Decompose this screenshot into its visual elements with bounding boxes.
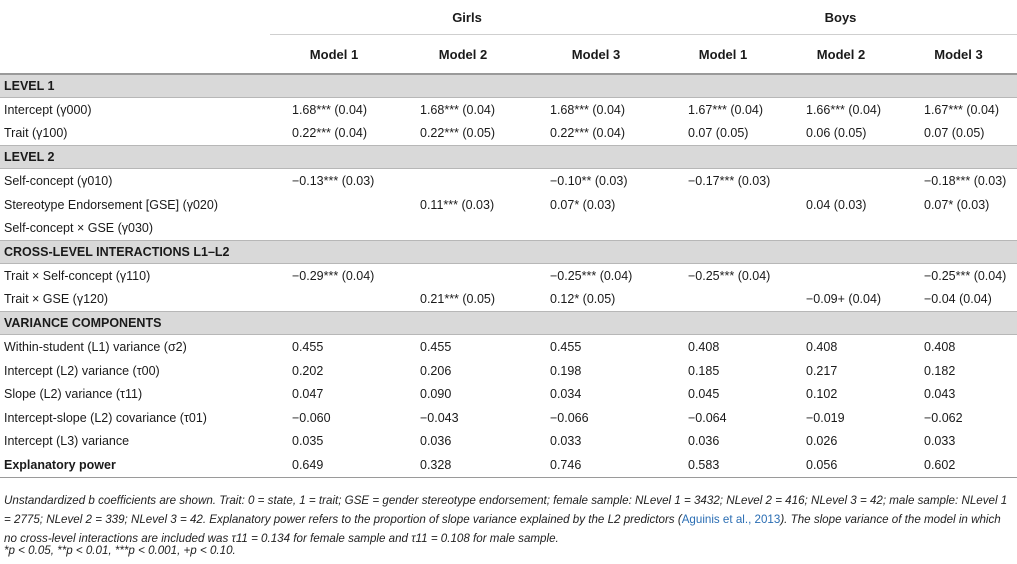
table-cell: 1.68*** (0.04) bbox=[292, 102, 368, 117]
table-cell bbox=[398, 263, 528, 287]
note-text-b: ). The slope variance of the model in which no cross-level interactions are included was τ11 = 0.134 for female sample and τ11 = 0.108 for male sample. bbox=[4, 513, 1001, 545]
table-cell: 0.202 bbox=[292, 363, 324, 378]
table-cell: −0.043 bbox=[420, 410, 459, 425]
table-cell: 1.66*** (0.04) bbox=[806, 102, 882, 117]
table-cell: −0.25*** (0.04) bbox=[688, 268, 771, 283]
table-cell bbox=[782, 263, 900, 287]
table-cell: 0.22*** (0.05) bbox=[420, 126, 496, 141]
table-cell: 0.034 bbox=[550, 387, 582, 402]
table-cell: 0.328 bbox=[398, 453, 528, 478]
model-header: Model 1 bbox=[664, 35, 782, 75]
table-cell bbox=[270, 193, 398, 217]
group-boys: Boys bbox=[664, 0, 1017, 35]
model-header: Model 1 bbox=[270, 35, 398, 75]
table-cell: 0.649 bbox=[270, 453, 398, 478]
table-row bbox=[0, 453, 1017, 478]
model-header: Model 3 bbox=[528, 35, 664, 75]
table-row bbox=[0, 263, 1017, 287]
table-cell: 0.07* (0.03) bbox=[924, 197, 990, 212]
table-cell bbox=[398, 216, 528, 240]
table-cell bbox=[782, 169, 900, 193]
row-label: Trait × Self-concept (γ110) bbox=[4, 268, 151, 283]
table-cell: 0.090 bbox=[420, 387, 452, 402]
row-label: Intercept (γ000) bbox=[4, 102, 92, 117]
table-cell: 0.045 bbox=[688, 387, 720, 402]
table-cell: −0.09+ (0.04) bbox=[806, 292, 882, 307]
table-cell: −0.29*** (0.04) bbox=[292, 268, 375, 283]
row-label: Within-student (L1) variance (σ2) bbox=[4, 339, 187, 354]
table-cell: −0.17*** (0.03) bbox=[688, 173, 771, 188]
table-note bbox=[4, 491, 1014, 548]
table-cell bbox=[664, 288, 782, 312]
row-label: Trait (γ100) bbox=[4, 126, 68, 141]
table-row bbox=[0, 406, 1017, 430]
table-cell bbox=[782, 216, 900, 240]
table-cell: 1.68*** (0.04) bbox=[420, 102, 496, 117]
table-cell: 0.185 bbox=[688, 363, 720, 378]
table-cell: 0.033 bbox=[924, 434, 956, 449]
table-cell: 0.07 (0.05) bbox=[688, 126, 749, 141]
table-cell: 1.68*** (0.04) bbox=[550, 102, 626, 117]
table-cell: 0.455 bbox=[292, 339, 324, 354]
table-row bbox=[0, 122, 1017, 146]
section-cross-level: CROSS-LEVEL INTERACTIONS L1–L2 bbox=[0, 240, 1017, 263]
table-cell: 0.036 bbox=[420, 434, 452, 449]
table-cell: 0.043 bbox=[924, 387, 956, 402]
table-cell bbox=[270, 288, 398, 312]
table-cell bbox=[664, 216, 782, 240]
table-cell: 0.056 bbox=[782, 453, 900, 478]
table-row bbox=[0, 335, 1017, 359]
table-cell: 0.102 bbox=[806, 387, 838, 402]
table-cell: 0.047 bbox=[292, 387, 324, 402]
table-cell: 0.198 bbox=[550, 363, 582, 378]
citation-link[interactable]: Aguinis et al., 2013 bbox=[681, 513, 781, 526]
table-row bbox=[0, 288, 1017, 312]
table-cell: 0.07 (0.05) bbox=[924, 126, 985, 141]
table-cell: −0.04 (0.04) bbox=[924, 292, 992, 307]
row-label: Slope (L2) variance (τ11) bbox=[4, 387, 143, 402]
table-row bbox=[0, 193, 1017, 217]
table-cell: −0.25*** (0.04) bbox=[924, 268, 1007, 283]
table-cell: 0.033 bbox=[550, 434, 582, 449]
table-cell: 1.67*** (0.04) bbox=[688, 102, 764, 117]
table-cell: 0.206 bbox=[420, 363, 452, 378]
table-row bbox=[0, 216, 1017, 240]
table-cell: 0.182 bbox=[924, 363, 956, 378]
table-cell: 0.408 bbox=[688, 339, 720, 354]
table-cell: 0.04 (0.03) bbox=[806, 197, 867, 212]
row-label: Intercept (L3) variance bbox=[4, 434, 130, 449]
group-header-row bbox=[0, 0, 1017, 35]
table-cell: −0.18*** (0.03) bbox=[924, 173, 1007, 188]
table-cell bbox=[664, 193, 782, 217]
model-header: Model 3 bbox=[900, 35, 1017, 75]
table-cell bbox=[900, 216, 1017, 240]
section-level1: LEVEL 1 bbox=[0, 74, 1017, 98]
table-cell bbox=[398, 169, 528, 193]
table-cell: 0.746 bbox=[528, 453, 664, 478]
table-cell: 0.06 (0.05) bbox=[806, 126, 867, 141]
table-row bbox=[0, 359, 1017, 383]
row-label: Self-concept × GSE (γ030) bbox=[4, 221, 154, 236]
table-cell: 0.035 bbox=[292, 434, 324, 449]
table-row bbox=[0, 169, 1017, 193]
table-cell: 1.67*** (0.04) bbox=[924, 102, 1000, 117]
table-cell bbox=[270, 216, 398, 240]
table-cell: 0.22*** (0.04) bbox=[550, 126, 626, 141]
table-cell bbox=[528, 216, 664, 240]
note-text-a: Unstandardized b coefficients are shown. Trait: 0 = state, 1 = trait; GSE = gender stereotype endorsement; female sample: NLevel 1 = 3432; NLevel 2 = 416; NLevel 3 = 42; male sample: NLevel 1 = 2775; NLevel 2 = 339; NLevel 3 = 42. Explanatory power refers to the proportion of slope variance explained by the L2 predictors ( bbox=[4, 494, 1008, 526]
table-cell: 0.583 bbox=[664, 453, 782, 478]
table-cell: 0.21*** (0.05) bbox=[420, 292, 496, 307]
table-cell: 0.07* (0.03) bbox=[550, 197, 616, 212]
table-cell: 0.217 bbox=[806, 363, 838, 378]
row-label: Intercept-slope (L2) covariance (τ01) bbox=[4, 410, 207, 425]
model-header: Model 2 bbox=[782, 35, 900, 75]
table-cell: −0.064 bbox=[688, 410, 727, 425]
row-label: Stereotype Endorsement [GSE] (γ020) bbox=[4, 197, 218, 212]
table-cell: 0.602 bbox=[900, 453, 1017, 478]
model-header: Model 2 bbox=[398, 35, 528, 75]
table-cell: 0.11*** (0.03) bbox=[420, 197, 495, 212]
table-cell: −0.13*** (0.03) bbox=[292, 173, 375, 188]
table-cell: 0.455 bbox=[550, 339, 582, 354]
significance-footnote: *p < 0.05, **p < 0.01, ***p < 0.001, +p < 0.10. bbox=[4, 544, 236, 557]
table-cell: 0.22*** (0.04) bbox=[292, 126, 368, 141]
row-label: Self-concept (γ010) bbox=[4, 173, 113, 188]
table-cell: 0.026 bbox=[806, 434, 838, 449]
row-label: Intercept (L2) variance (τ00) bbox=[4, 363, 160, 378]
row-label: Trait × GSE (γ120) bbox=[4, 292, 109, 307]
table-row bbox=[0, 98, 1017, 122]
table-row bbox=[0, 430, 1017, 454]
section-variance: VARIANCE COMPONENTS bbox=[0, 312, 1017, 335]
table-cell: 0.408 bbox=[924, 339, 956, 354]
section-level2: LEVEL 2 bbox=[0, 146, 1017, 169]
row-label: Explanatory power bbox=[0, 453, 270, 478]
table-cell: −0.25*** (0.04) bbox=[550, 268, 633, 283]
table-cell: −0.10** (0.03) bbox=[550, 173, 628, 188]
table-cell: 0.408 bbox=[806, 339, 838, 354]
table-cell: −0.066 bbox=[550, 410, 589, 425]
table-cell: 0.12* (0.05) bbox=[550, 292, 616, 307]
table-row bbox=[0, 382, 1017, 406]
group-girls: Girls bbox=[270, 0, 664, 35]
model-header-row bbox=[0, 35, 1017, 75]
table-cell: −0.062 bbox=[924, 410, 963, 425]
table-cell: 0.036 bbox=[688, 434, 720, 449]
table-cell: 0.455 bbox=[420, 339, 452, 354]
table-cell: −0.019 bbox=[806, 410, 845, 425]
table-cell: −0.060 bbox=[292, 410, 331, 425]
